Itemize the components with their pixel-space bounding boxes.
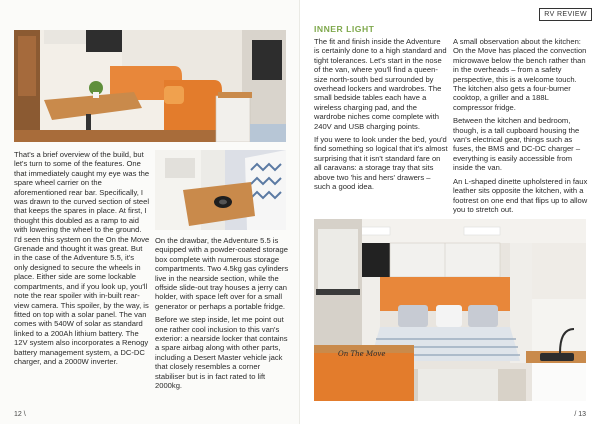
paragraph: On the drawbar, the Adventure 5.5 is equipped with a powder-coated storage box complete with numerous storage compartments. Two 4.5kg gas cylinders live in the nearside section, while the offside slide-out tray houses a jerry can holder, with space left over for a small generator or perhaps a portable fridge. [155,236,289,311]
paragraph: Between the kitchen and bedroom, though, is a tall cupboard housing the van's electrical gear, things such as fuses, the BMS and DC-DC charger – everything is easily accessible from inside the van. [453,116,581,173]
section-heading: INNER LIGHT [314,24,375,34]
page-number-left: 12 \ [14,411,26,418]
paragraph: An L-shaped dinette upholstered in faux leather sits opposite the kitchen, with a footrest on one end that flips up to allow you to stretch out. [453,176,588,214]
paragraph: The fit and finish inside the Adventure is certainly done to a high standard and tight tolerances. Let's start in the nose of the van, where you'll find a queen-size north-south bed surrounded by overhead lockers and wardrobes. The small bedside tables each have a wireless charging pad, and the wardrobe niches come complete with 240V and USB charging points. [314,37,447,131]
photo-caption: On The Move [338,350,386,358]
bedside-charger-photo [155,150,286,230]
dinette-photo [14,30,286,142]
paragraph: A small observation about the kitchen: On the Move has placed the convection microwave below the bench rather than in the overheads – from a safety perspective, this is a welcome touch. The kitchen also gets a four-burner cooktop, a griller and a 188L compressor fridge. [453,37,587,112]
right-page-column-2 [453,37,589,218]
left-page-column-2 [155,236,291,395]
page-number-right: / 13 [574,411,586,418]
paragraph: Before we step inside, let me point out one rather cool inclusion to this van's exterior: a nearside locker that contains a spare airbag along with other parts, including a Desert Master vehicle jack that closely resembles a corner stabiliser but is in fact rated to lift 2000kg. [155,315,288,391]
left-page-column-1 [14,150,150,370]
bedroom-kitchen-photo [314,219,586,401]
paragraph: If you were to look under the bed, you'd find something so logical that it's almost surprising that it isn't standard fare on all caravans: a storage tray that sits above two 'his and hers' drawers – such a good idea. [314,135,448,192]
section-label: RV REVIEW [539,8,592,21]
right-page [300,0,600,424]
right-page-column-1 [314,37,448,196]
paragraph: That's a brief overview of the build, but let's turn to some of the features. One that immediately caught my eye was the spare wheel carrier on the aforementioned rear bar. Specifically, I was drawn to the curved section of steel that keeps the spares in place. At first, I thought this doubled as a ramp to aid with lowering the wheel to the ground. I'd seen this system on the On the Move Grenade and thought it was great. But in the case of the Adventure 5.5, it's only designed to secure the wheels in place. Either side are some lockable compartments, and if you look up, you'll note the rear spoiler with in-built rear-view camera. This spoiler, by the way, is fitted on top with a solar panel. The van comes with 540W of solar as standard linked to a 200Ah lithium battery. The 12V system also incorporates a Renogy battery management system, a DC-DC charger, and a 2000W inverter. [14,150,150,366]
